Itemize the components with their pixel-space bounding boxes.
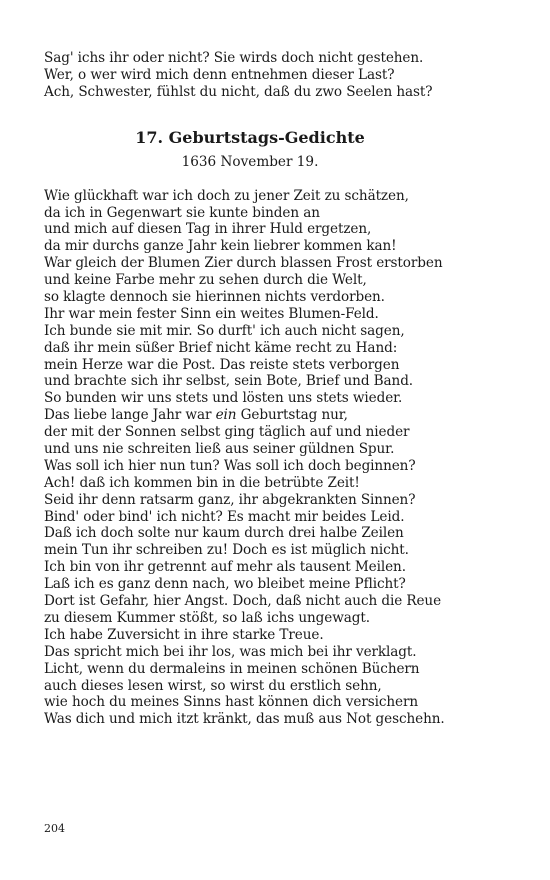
- poem-line: und uns nie schreiten ließ aus seiner güldnen Spur.: [44, 441, 395, 458]
- poem-line: und mich auf diesen Tag in ihrer Huld ergetzen,: [44, 221, 372, 238]
- poem-line: Licht, wenn du dermaleins in meinen schönen Büchern: [44, 660, 420, 677]
- poem-date: 1636 November 19.: [181, 153, 319, 170]
- poem-line-start: Das liebe lange Jahr war: [44, 407, 216, 424]
- poem-line: der mit der Sonnen selbst ging täglich auf und nieder: [44, 424, 410, 441]
- poem-line: wie hoch du meines Sinns hast können dich versichern: [44, 694, 419, 711]
- poem-line: mein Tun ihr schreiben zu! Doch es ist müglich nicht.: [44, 542, 409, 559]
- poem-line: Ich bin von ihr getrennt auf mehr als tausent Meilen.: [44, 559, 406, 576]
- poem-line: Ihr war mein fester Sinn ein weites Blumen-Feld.: [44, 305, 379, 322]
- poem-line: Wer, o wer wird mich denn entnehmen dieser Last?: [44, 66, 395, 83]
- poem-line: War gleich der Blumen Zier durch blassen Frost erstorben: [44, 255, 443, 272]
- page-body: [44, 50, 524, 728]
- poem-line: Ich habe Zuversicht in ihre starke Treue.: [44, 626, 324, 643]
- poem-line: so klagte dennoch sie hierinnen nichts verdorben.: [44, 289, 385, 306]
- poem-line: und keine Farbe mehr zu sehen durch die Welt,: [44, 272, 367, 289]
- poem-line: und brachte sich ihr selbst, sein Bote, Brief und Band.: [44, 373, 414, 390]
- poem-line: da ich in Gegenwart sie kunte binden an: [44, 204, 320, 221]
- poem-line: auch dieses lesen wirst, so wirst du erstlich sehn,: [44, 677, 382, 694]
- intro-stanza: [44, 50, 524, 101]
- poem-stanza: [44, 188, 524, 729]
- poem-line: mein Herze war die Post. Das reiste stets verborgen: [44, 356, 400, 373]
- emphasized-word: ein: [215, 407, 237, 424]
- poem-line: daß ihr mein süßer Brief nicht käme recht zu Hand:: [44, 339, 398, 356]
- poem-line: Das spricht mich bei ihr los, was mich bei ihr verklagt.: [44, 643, 417, 660]
- poem-line: da mir durchs ganze Jahr kein liebrer kommen kan!: [44, 238, 397, 255]
- poem-line: Bind' oder bind' ich nicht? Es macht mir beides Leid.: [44, 508, 405, 525]
- poem-line: Laß ich es ganz denn nach, wo bleibet meine Pflicht?: [44, 576, 406, 593]
- poem-line-end: Geburtstag nur,: [236, 407, 348, 424]
- poem-line-with-emphasis: [44, 407, 524, 424]
- poem-line: Wie glückhaft war ich doch zu jener Zeit zu schätzen,: [44, 187, 409, 204]
- poem-line: Ich bunde sie mit mir. So durft' ich auch nicht sagen,: [44, 322, 405, 339]
- poem-line: Seid ihr denn ratsarm ganz, ihr abgekrankten Sinnen?: [44, 491, 416, 508]
- poem-line: So bunden wir uns stets und lösten uns stets wieder.: [44, 390, 403, 407]
- poem-line: Was dich und mich itzt kränkt, das muß aus Not geschehn.: [44, 711, 445, 728]
- poem-line: zu diesem Kummer stößt, so laß ichs ungewagt.: [44, 609, 370, 626]
- poem-line: Daß ich doch solte nur kaum durch drei halbe Zeilen: [44, 525, 404, 542]
- poem-line: Ach, Schwester, fühlst du nicht, daß du zwo Seelen hast?: [44, 83, 433, 100]
- page-number: 204: [44, 822, 65, 835]
- poem-line: Ach! daß ich kommen bin in die betrübte Zeit!: [44, 474, 360, 491]
- poem-line: Was soll ich hier nun tun? Was soll ich doch beginnen?: [44, 457, 416, 474]
- poem-line: Dort ist Gefahr, hier Angst. Doch, daß nicht auch die Reue: [44, 593, 442, 610]
- poem-line: Sag' ichs ihr oder nicht? Sie wirds doch nicht gestehen.: [44, 50, 424, 66]
- poem-heading: 17. Geburtstags-Gedichte: [135, 127, 365, 147]
